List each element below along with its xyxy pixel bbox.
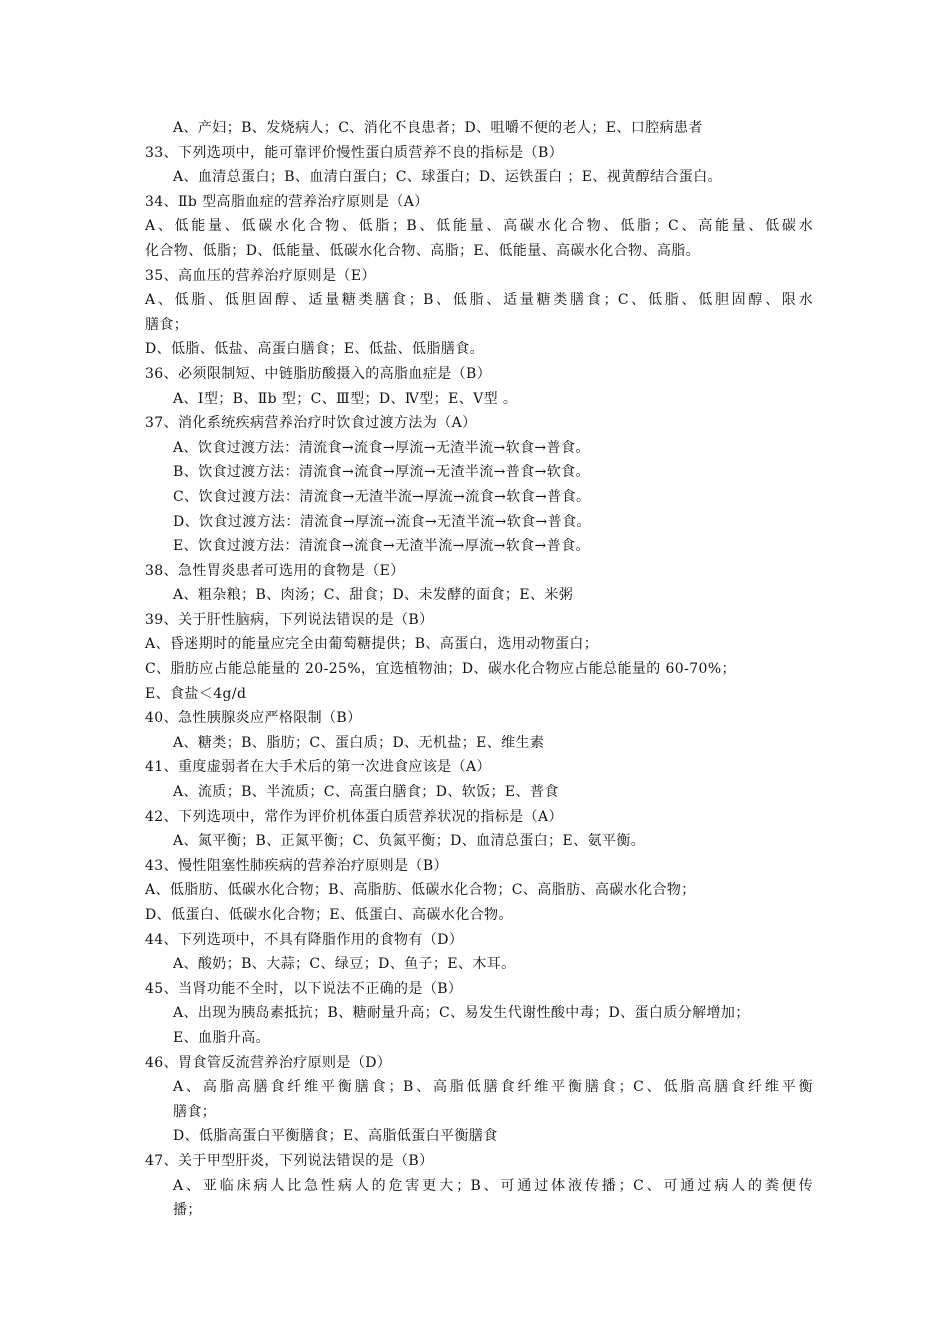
question-line: 44、下列选项中，不具有降脂作用的食物有（D） xyxy=(145,931,464,948)
question-line: 43、慢性阻塞性肺疾病的营养治疗原则是（B） xyxy=(145,857,448,874)
option-line: A、流质；B、半流质；C、高蛋白膳食；D、软饭；E、普食 xyxy=(173,784,559,801)
option-line: C、饮食过渡方法：清流食→无渣半流→厚流→流食→软食→普食。 xyxy=(173,488,591,505)
question-line: 45、当肾功能不全时，以下说法不正确的是（B） xyxy=(145,980,463,997)
option-line: C、脂肪应占能总能量的 20-25%，宜选植物油；D、碳水化合物应占能总能量的 60-70%； xyxy=(145,661,736,678)
option-line: A、糖类；B、脂肪；C、蛋白质；D、无机盐；E、维生素 xyxy=(173,734,545,751)
question-line: 34、Ⅱb 型高脂血症的营养治疗原则是（A） xyxy=(145,193,429,210)
question-line: 36、必须限制短、中链脂肪酸摄入的高脂血症是（B） xyxy=(145,365,492,382)
option-line: E、饮食过渡方法：清流食→流食→无渣半流→厚流→软食→普食。 xyxy=(173,538,590,555)
option-line: D、饮食过渡方法：清流食→厚流→流食→无渣半流→软食→普食。 xyxy=(173,513,591,530)
option-line: A、低能量、低碳水化合物、低脂；B、低能量、高碳水化合物、低脂；C、高能量、低碳水 xyxy=(145,218,813,235)
question-line: 47、关于甲型肝炎，下列说法错误的是（B） xyxy=(145,1152,434,1169)
option-line: D、低蛋白、低碳水化合物；E、低蛋白、高碳水化合物。 xyxy=(145,907,513,923)
option-line: B、饮食过渡方法：清流食→流食→厚流→无渣半流→普食→软食。 xyxy=(173,464,590,481)
option-line: A、高脂高膳食纤维平衡膳食；B、高脂低膳食纤维平衡膳食；C、低脂高膳食纤维平衡 xyxy=(173,1079,813,1096)
option-line: A、亚临床病人比急性病人的危害更大；B、可通过体液传播；C、可通过病人的粪便传 xyxy=(173,1177,813,1194)
option-line: A、产妇；B、发烧病人；C、消化不良患者；D、咀嚼不便的老人；E、口腔病患者 xyxy=(173,120,703,136)
option-line: 播； xyxy=(173,1202,202,1219)
option-line: A、Ⅰ型；B、Ⅱb 型；C、Ⅲ型；D、Ⅳ型；E、Ⅴ型 。 xyxy=(173,390,518,407)
option-line: A、出现为胰岛素抵抗；B、糖耐量升高；C、易发生代谢性酸中毒；D、蛋白质分解增加； xyxy=(173,1005,750,1022)
question-list xyxy=(145,116,813,1223)
option-line: D、低脂、低盐、高蛋白膳食；E、低盐、低脂膳食。 xyxy=(145,341,485,358)
question-line: 42、下列选项中，常作为评价机体蛋白质营养状况的指标是（A） xyxy=(145,808,563,825)
question-line: 35、高血压的营养治疗原则是（E） xyxy=(145,267,376,284)
question-line: 38、急性胃炎患者可选用的食物是（E） xyxy=(145,562,405,579)
option-line: A、昏迷期时的能量应完全由葡萄糖提供；B、高蛋白，选用动物蛋白； xyxy=(145,636,599,653)
option-line: A、饮食过渡方法：清流食→流食→厚流→无渣半流→软食→普食。 xyxy=(173,439,590,456)
option-line: A、血清总蛋白；B、血清白蛋白；C、球蛋白；D、运铁蛋白 ；E、视黄醇结合蛋白。 xyxy=(173,169,723,186)
question-line: 39、关于肝性脑病，下列说法错误的是（B） xyxy=(145,611,434,628)
option-line: 化合物、低脂；D、低能量、低碳水化合物、高脂；E、低能量、高碳水化合物、高脂。 xyxy=(145,242,701,259)
question-line: 46、胃食管反流营养治疗原则是（D） xyxy=(145,1054,392,1071)
option-line: A、氮平衡；B、正氮平衡；C、负氮平衡；D、血清总蛋白；E、氨平衡。 xyxy=(173,833,646,850)
option-line: A、粗杂粮；B、肉汤；C、甜食；D、未发酵的面食；E、米粥 xyxy=(173,587,574,604)
question-line: 40、急性胰腺炎应严格限制（B） xyxy=(145,710,362,727)
option-line: 膳食； xyxy=(145,316,189,333)
question-line: 33、下列选项中，能可靠评价慢性蛋白质营养不良的指标是（B） xyxy=(145,144,564,161)
question-line: 41、重度虚弱者在大手术后的第一次进食应该是（A） xyxy=(145,759,491,776)
option-line: A、酸奶；B、大蒜；C、绿豆；D、鱼子；E、木耳。 xyxy=(173,956,516,973)
option-line: D、低脂高蛋白平衡膳食；E、高脂低蛋白平衡膳食 xyxy=(173,1128,498,1145)
question-line: 37、消化系统疾病营养治疗时饮食过渡方法为（A） xyxy=(145,415,477,432)
option-line: E、食盐＜4g/d xyxy=(145,685,247,702)
option-line: 膳食； xyxy=(173,1103,217,1120)
option-line: E、血脂升高。 xyxy=(173,1029,271,1046)
option-line: A、低脂、低胆固醇、适量糖类膳食；B、低脂、适量糖类膳食；C、低脂、低胆固醇、限水 xyxy=(145,292,813,309)
option-line: A、低脂肪、低碳水化合物；B、高脂肪、低碳水化合物；C、高脂肪、高碳水化合物； xyxy=(145,882,696,899)
